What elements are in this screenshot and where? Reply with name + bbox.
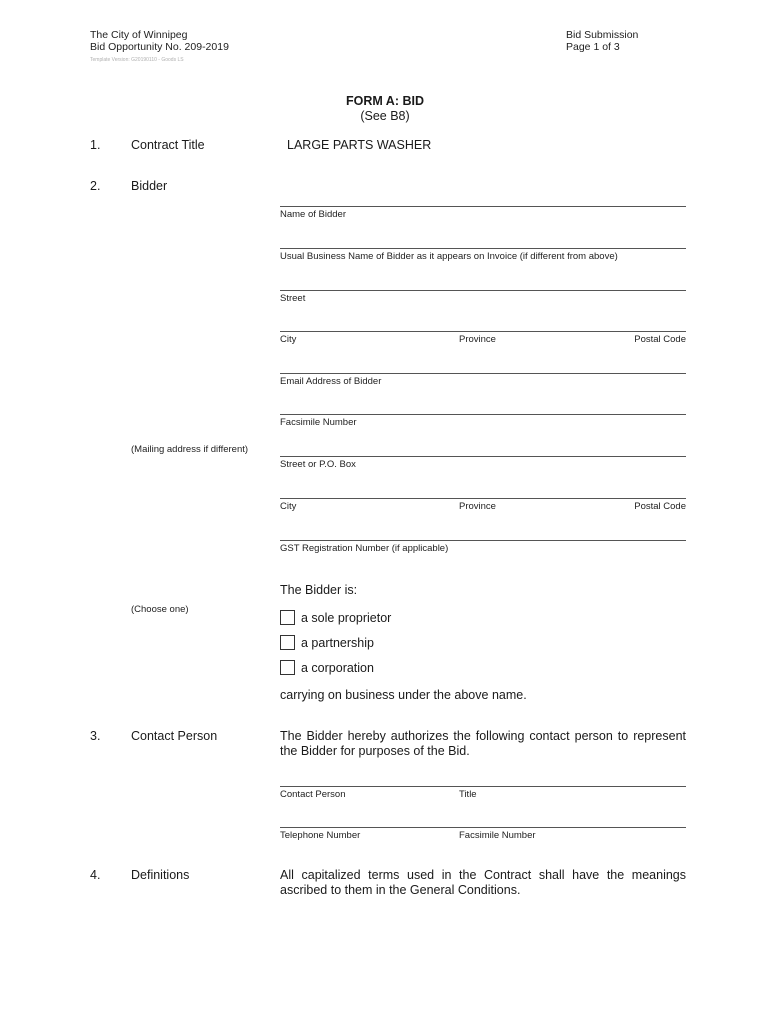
city-province-postal-line[interactable] [280, 331, 686, 332]
header-bid-opportunity: Bid Opportunity No. 209-2019 [90, 41, 229, 53]
mailing-province-label: Province [459, 501, 496, 512]
contact-fax-label: Facsimile Number [459, 830, 536, 841]
partnership-checkbox[interactable] [280, 635, 295, 650]
header-doc-type: Bid Submission [566, 29, 639, 41]
po-box-line[interactable] [280, 456, 686, 457]
section-4-number: 4. [90, 868, 101, 882]
contact-person-title-line[interactable] [280, 786, 686, 787]
section-2-label: Bidder [131, 179, 168, 193]
sole-proprietor-checkbox[interactable] [280, 610, 295, 625]
fax-label: Facsimile Number [280, 417, 357, 428]
city-label: City [280, 334, 297, 345]
partnership-label: a partnership [301, 636, 374, 650]
street-label: Street [280, 293, 306, 304]
business-name-line[interactable] [280, 248, 686, 249]
mailing-city-province-postal-line[interactable] [280, 498, 686, 499]
mailing-address-note: (Mailing address if different) [131, 444, 249, 455]
telephone-label: Telephone Number [280, 830, 361, 841]
business-name-label: Usual Business Name of Bidder as it appears on Invoice (if different from above) [280, 251, 618, 262]
contact-person-label: Contact Person [280, 789, 346, 800]
contract-title-value: LARGE PARTS WASHER [287, 138, 432, 152]
section-1-number: 1. [90, 138, 101, 152]
telephone-fax-line[interactable] [280, 827, 686, 828]
gst-label: GST Registration Number (if applicable) [280, 543, 449, 554]
header-org: The City of Winnipeg [90, 29, 188, 41]
email-line[interactable] [280, 373, 686, 374]
bidder-name-line[interactable] [280, 206, 686, 207]
bidder-name-label: Name of Bidder [280, 209, 347, 220]
template-version: Template Version: G20190110 - Goods LS [90, 57, 184, 63]
mailing-city-label: City [280, 501, 297, 512]
email-label: Email Address of Bidder [280, 376, 382, 387]
province-label: Province [459, 334, 496, 345]
form-title: FORM A: BID [346, 94, 424, 108]
gst-line[interactable] [280, 540, 686, 541]
choose-one-note: (Choose one) [131, 604, 189, 615]
section-4-label: Definitions [131, 868, 190, 882]
postal-code-label: Postal Code [634, 334, 686, 345]
section-2-number: 2. [90, 179, 101, 193]
carrying-on-business-text: carrying on business under the above name. [280, 688, 527, 702]
section-1-label: Contract Title [131, 138, 205, 152]
mailing-postal-code-label: Postal Code [634, 501, 686, 512]
street-line[interactable] [280, 290, 686, 291]
form-reference: (See B8) [360, 109, 410, 123]
corporation-checkbox[interactable] [280, 660, 295, 675]
fax-line[interactable] [280, 414, 686, 415]
po-box-label: Street or P.O. Box [280, 459, 356, 470]
corporation-label: a corporation [301, 661, 374, 675]
sole-proprietor-label: a sole proprietor [301, 611, 392, 625]
contact-title-label: Title [459, 789, 477, 800]
section-3-number: 3. [90, 729, 101, 743]
section-3-label: Contact Person [131, 729, 218, 743]
bidder-is-label: The Bidder is: [280, 583, 358, 597]
header-page-number: Page 1 of 3 [566, 41, 620, 53]
contact-person-text: The Bidder hereby authorizes the following contact person to represent the Bidder for purposes of the Bid. [280, 729, 686, 758]
definitions-text: All capitalized terms used in the Contract shall have the meanings ascribed to them in the General Conditions. [280, 868, 686, 897]
